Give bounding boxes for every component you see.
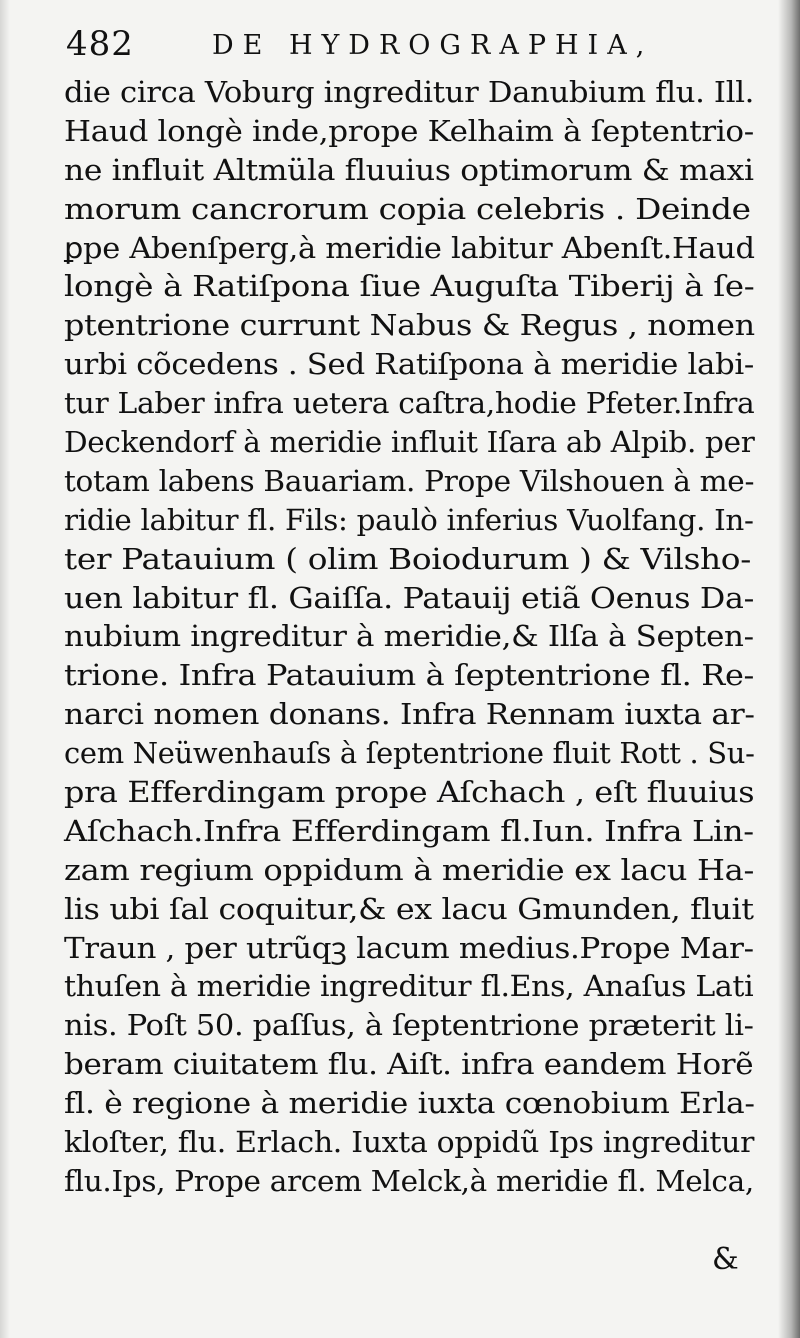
- text-line: morum cancrorum copia celebris . Deinde: [64, 192, 751, 226]
- text-line: zam regium oppidum à meridie ex lacu Ha-: [64, 853, 754, 887]
- text-line: trione. Infra Patauium à ſeptentrione fl. Re-: [64, 659, 754, 693]
- text-line: kloſter, flu. Erlach. Iuxta oppidũ Ips ingreditur: [64, 1126, 755, 1160]
- catchword: &: [712, 1242, 739, 1277]
- running-title: DE HYDROGRAPHIA,: [212, 30, 654, 61]
- text-line: fl. è regione à meridie iuxta cœnobium Erla-: [64, 1087, 755, 1121]
- text-line: thuſen à meridie ingreditur fl.Ens, Anaſus Lati: [64, 970, 754, 1004]
- text-line: pra Efferdingam prope Aſchach , eſt fluuius: [64, 776, 755, 810]
- text-line: ridie labitur fl. Fils: paulò inferius Vuolfang. In-: [64, 503, 754, 537]
- text-line: nubium ingreditur à meridie,& Ilſa à Septen-: [64, 620, 754, 654]
- text-line: cem Neüwenhauſs à ſeptentrione fluit Rott . Su-: [64, 737, 755, 771]
- text-line: lis ubi ſal coquitur,& ex lacu Gmunden, fluit: [64, 892, 754, 926]
- text-line: ne influit Altmüla fluuius optimorum & maxi: [64, 153, 754, 187]
- text-line: Haud longè inde,prope Kelhaim à ſeptentrio-: [64, 114, 754, 148]
- text-line: longè à Ratiſpona ſiue Auguſta Tiberij à ſe-: [64, 270, 755, 304]
- text-line: ter Patauium ( olim Boiodurum ) & Vilsho-: [64, 542, 751, 576]
- text-line: tur Laber infra uetera caſtra,hodie Pfeter.Infra: [64, 387, 755, 421]
- text-line: Aſchach.Infra Efferdingam fl.Iun. Infra Lin-: [64, 814, 754, 848]
- text-line: die circa Voburg ingreditur Danubium flu. Ill.: [64, 76, 755, 109]
- page-number: 482: [66, 24, 134, 64]
- page-header: [62, 22, 762, 66]
- text-line: narci nomen donans. Infra Rennam iuxta ar-: [64, 698, 755, 732]
- text-line: totam labens Bauariam. Prope Vilshouen à me-: [64, 464, 755, 498]
- text-line: beram ciuitatem flu. Aiſt. infra eandem Horẽ: [64, 1048, 754, 1082]
- body-text: [64, 74, 764, 1202]
- page-edge-shadow: [0, 0, 10, 1338]
- text-line: uen labitur fl. Gaiſſa. Patauij etiã Oenus Da-: [64, 581, 754, 615]
- text-line: ꝑpe Abenſperg,à meridie labitur Abenſt.Haud: [64, 231, 755, 265]
- text-line: ptentrione currunt Nabus & Regus , nomen: [64, 309, 755, 343]
- text-line: urbi cõcedens . Sed Ratiſpona à meridie labi-: [64, 348, 755, 382]
- text-line: Deckendorf à meridie influit Iſara ab Alpib. per: [64, 426, 755, 460]
- text-line: nis. Poſt 50. paſſus, à ſeptentrione præterit li-: [64, 1009, 754, 1043]
- text-line: Traun , per utrũqꝫ lacum medius.Prope Mar-: [64, 931, 754, 965]
- text-line: flu.Ips, Prope arcem Melck,à meridie fl. Melca,: [64, 1164, 754, 1198]
